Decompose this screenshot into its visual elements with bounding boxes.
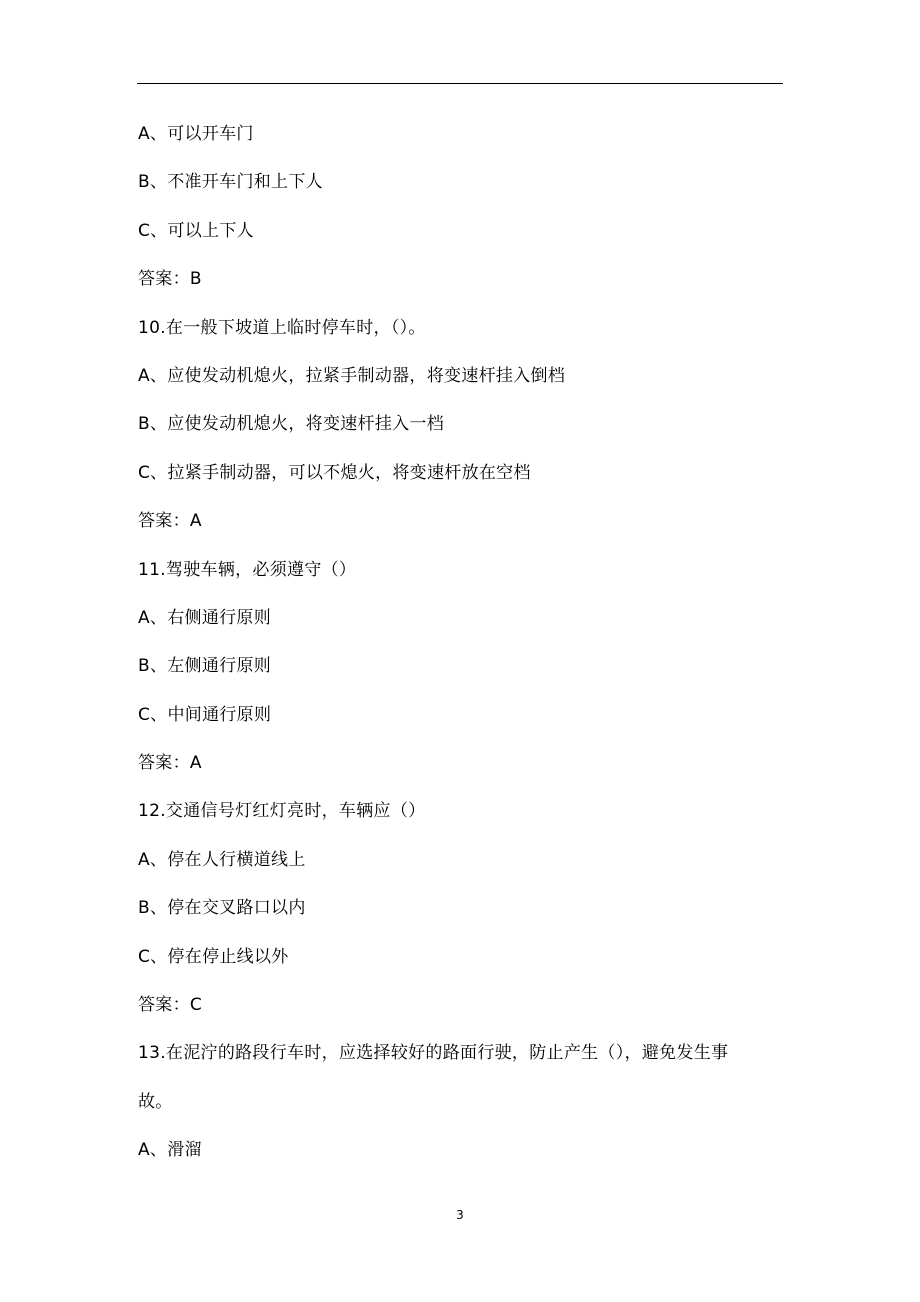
answer-line: 答案：A <box>138 753 202 774</box>
option-line: A、可以开车门 <box>138 124 254 144</box>
option-line: B、停在交叉路口以内 <box>138 898 306 919</box>
option-line: B、应使发动机熄火，将变速杆挂入一档 <box>138 414 445 435</box>
question-line: 13.在泥泞的路段行车时，应选择较好的路面行驶，防止产生（），避免发生事 <box>138 1043 729 1064</box>
option-line: A、右侧通行原则 <box>138 607 272 628</box>
option-line: B、左侧通行原则 <box>138 656 272 677</box>
option-line: B、不准开车门和上下人 <box>138 172 323 193</box>
question-line: 12.交通信号灯红灯亮时，车辆应（） <box>138 801 426 822</box>
document-body <box>138 110 784 1175</box>
option-line: A、停在人行横道线上 <box>138 849 306 870</box>
answer-line: 答案：A <box>138 511 202 532</box>
answer-line: 答案：C <box>138 995 203 1016</box>
option-line: C、拉紧手制动器，可以不熄火，将变速杆放在空档 <box>138 462 531 483</box>
option-line: C、中间通行原则 <box>138 704 272 725</box>
option-line: A、滑溜 <box>138 1140 202 1161</box>
option-line: C、可以上下人 <box>138 220 254 241</box>
question-line: 11.驾驶车辆，必须遵守（） <box>138 559 357 580</box>
question-continuation-line: 故。 <box>138 1091 173 1112</box>
option-line: C、停在停止线以外 <box>138 946 289 967</box>
header-rule <box>137 83 783 84</box>
answer-line: 答案：B <box>138 269 202 290</box>
question-line: 10.在一般下坡道上临时停车时，（）。 <box>138 317 426 338</box>
option-line: A、应使发动机熄火，拉紧手制动器，将变速杆挂入倒档 <box>138 365 566 386</box>
page-number: 3 <box>456 1208 464 1222</box>
